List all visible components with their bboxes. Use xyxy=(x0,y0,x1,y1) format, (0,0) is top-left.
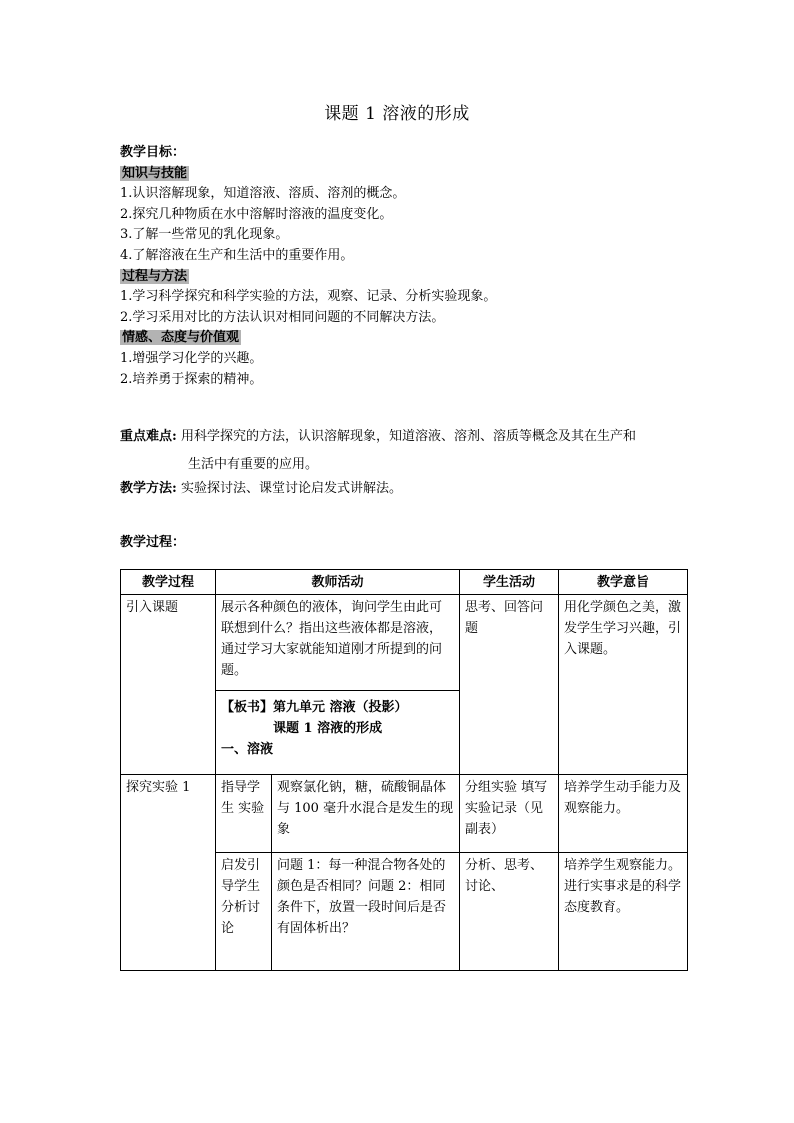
board-note-line: 课题 1 溶液的形成 xyxy=(273,721,383,736)
column-header: 教师活动 xyxy=(216,570,460,595)
method-label: 教学方法: xyxy=(120,481,177,496)
table-cell-student: 思考、回答问题 xyxy=(460,595,559,775)
section-heading-knowledge: 知识与技能 xyxy=(122,165,188,181)
table-cell-teacher-role: 指导学生 实验 xyxy=(216,775,272,853)
table-cell-purpose: 培养学生动手能力及观察能力。 xyxy=(559,775,688,853)
table-cell-student: 分析、思考、讨论、 xyxy=(460,853,559,971)
table-cell-teacher: 展示各种颜色的液体，询问学生由此可联想到什么？指出这些液体都是溶液，通过学习大家就能知道刚才所提到的问题。 xyxy=(216,595,460,691)
table-cell-stage: 探究实验 1 xyxy=(121,775,216,971)
list-item: 2.学习采用对比的方法认识对相同问题的不同解决方法。 xyxy=(120,309,445,325)
list-item: 1.增强学习化学的兴趣。 xyxy=(120,350,263,366)
list-item: 4.了解溶液在生产和生活中的重要作用。 xyxy=(120,247,354,263)
process-heading: 教学过程： xyxy=(120,535,186,550)
board-note-line: 【板书】第九单元 溶液（投影） xyxy=(221,700,408,715)
table-cell-purpose: 用化学颜色之美，激发学生学习兴趣，引入课题。 xyxy=(559,595,688,775)
table-row xyxy=(121,595,688,691)
lesson-table xyxy=(120,569,688,971)
teaching-goals xyxy=(120,143,720,390)
column-header: 教学意旨 xyxy=(559,570,688,595)
list-item: 2.培养勇于探索的精神。 xyxy=(120,371,263,387)
key-points-line1: 用科学探究的方法，认识溶解现象，知道溶液、溶剂、溶质等概念及其在生产和 xyxy=(180,429,636,444)
section-heading-process: 过程与方法 xyxy=(122,268,188,284)
table-cell-purpose: 培养学生观察能力。进行实事求是的科学态度教育。 xyxy=(559,853,688,971)
table-cell-teacher: 观察氯化钠，糖，硫酸铜晶体与 100 毫升水混合是发生的现象 xyxy=(272,775,460,853)
list-item: 2.探究几种物质在水中溶解时溶液的温度变化。 xyxy=(120,206,393,222)
table-cell-teacher-role: 启发引导学生分析讨论 xyxy=(216,853,272,971)
goals-heading: 教学目标： xyxy=(120,145,186,160)
teaching-method xyxy=(120,477,402,496)
method-text: 实验探讨法、课堂讨论启发式讲解法。 xyxy=(180,481,402,496)
list-item: 3.了解一些常见的乳化现象。 xyxy=(120,227,289,243)
key-points xyxy=(120,423,700,479)
table-cell-student: 分组实验 填写实验记录（见副表） xyxy=(460,775,559,853)
board-note-cell xyxy=(216,691,460,775)
table-header-row xyxy=(121,570,688,595)
table-row xyxy=(121,775,688,853)
board-note-line: 一、溶液 xyxy=(221,742,274,757)
page-title: 课题 1 溶液的形成 xyxy=(324,104,470,124)
list-item: 1.学习科学探究和科学实验的方法，观察、记录、分析实验现象。 xyxy=(120,289,497,305)
key-points-label: 重点难点: xyxy=(120,429,177,444)
list-item: 1.认识溶解现象，知道溶液、溶质、溶剂的概念。 xyxy=(120,186,406,202)
section-heading-attitude: 情感、态度与价值观 xyxy=(122,330,240,346)
column-header: 教学过程 xyxy=(121,570,216,595)
key-points-line2: 生活中有重要的应用。 xyxy=(188,457,319,472)
column-header: 学生活动 xyxy=(460,570,559,595)
table-cell-stage: 引入课题 xyxy=(121,595,216,775)
table-cell-teacher: 问题 1：每一种混合物各处的颜色是否相同？问题 2：相同条件下，放置一段时间后是否有固体析出？ xyxy=(272,853,460,971)
